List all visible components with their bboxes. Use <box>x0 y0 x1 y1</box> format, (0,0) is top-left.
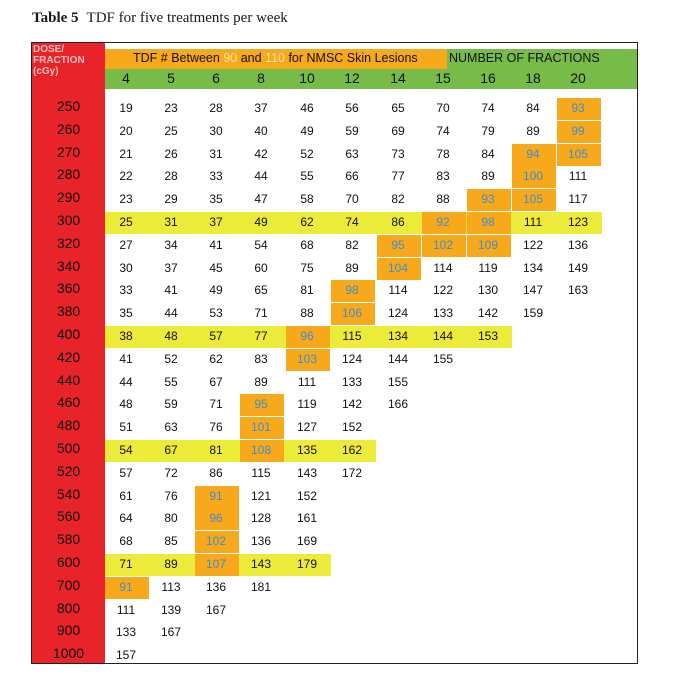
tdf-cell: 56 <box>345 101 359 115</box>
tdf-cell: 28 <box>209 101 223 115</box>
tdf-cell: 86 <box>209 465 223 480</box>
tdf-cell: 124 <box>387 306 409 321</box>
tdf-cell: 83 <box>436 169 450 184</box>
tdf-cell: 179 <box>296 557 318 571</box>
tdf-cell: 100 <box>522 169 544 184</box>
tdf-cell: 58 <box>300 192 314 207</box>
tdf-cell: 161 <box>296 511 318 526</box>
tdf-cell: 67 <box>209 374 223 389</box>
tdf-cell: 89 <box>345 260 359 275</box>
tdf-cell: 34 <box>164 237 178 252</box>
fraction-header: 5 <box>167 70 175 86</box>
tdf-cell: 115 <box>251 465 271 480</box>
tdf-cell: 79 <box>481 123 495 138</box>
tdf-cell: 37 <box>209 215 223 229</box>
fraction-header: 20 <box>570 70 586 86</box>
tdf-cell: 172 <box>341 465 363 480</box>
tdf-cell: 29 <box>164 192 178 207</box>
dose-label: 580 <box>56 531 81 548</box>
tdf-cell: 95 <box>254 397 268 412</box>
tdf-cell: 111 <box>116 602 136 617</box>
tdf-cell: 37 <box>164 260 178 275</box>
tdf-cell: 71 <box>209 397 223 412</box>
tdf-cell: 23 <box>164 101 178 115</box>
tdf-cell: 104 <box>387 260 409 275</box>
tdf-cell: 147 <box>522 283 544 298</box>
tdf-cell: 96 <box>209 511 223 526</box>
title-high-value: 110 <box>265 51 285 65</box>
tdf-cell: 111 <box>297 374 317 389</box>
tdf-cell: 54 <box>254 237 268 252</box>
tdf-cell: 41 <box>119 351 133 366</box>
dose-label: 250 <box>56 98 81 114</box>
tdf-cell: 37 <box>254 101 268 115</box>
tdf-cell: 84 <box>526 101 540 115</box>
dose-label: 420 <box>56 348 81 365</box>
tdf-cell: 143 <box>250 557 272 571</box>
tdf-cell: 94 <box>526 146 540 161</box>
tdf-cell: 68 <box>119 534 133 549</box>
tdf-cell: 122 <box>432 283 454 298</box>
tdf-cell: 136 <box>250 534 272 549</box>
tdf-cell: 38 <box>119 329 133 343</box>
title-and: and <box>237 51 266 65</box>
tdf-cell: 63 <box>164 420 178 435</box>
tdf-cell: 96 <box>300 329 314 343</box>
tdf-cell: 89 <box>481 169 495 184</box>
fraction-header: 12 <box>344 70 360 86</box>
tdf-cell: 128 <box>250 511 272 526</box>
tdf-cell: 73 <box>391 146 405 161</box>
title-prefix: TDF # Between <box>133 51 224 65</box>
tdf-cell: 44 <box>254 169 268 184</box>
tdf-cell: 52 <box>300 146 314 161</box>
title-suffix: for NMSC Skin Lesions <box>284 51 418 65</box>
tdf-cell: 22 <box>119 169 133 184</box>
tdf-cell: 41 <box>209 237 223 252</box>
dose-header-line-1: DOSE/ <box>33 44 65 55</box>
tdf-cell: 67 <box>164 443 178 457</box>
tdf-cell: 114 <box>433 260 453 275</box>
tdf-cell: 72 <box>164 465 178 480</box>
caption-label: Table 5 <box>32 10 79 26</box>
dose-label: 480 <box>56 417 81 434</box>
tdf-cell: 77 <box>254 329 268 343</box>
tdf-cell: 47 <box>254 192 268 207</box>
tdf-cell: 80 <box>164 511 178 526</box>
tdf-cell: 59 <box>345 123 359 138</box>
tdf-range-title <box>133 51 418 65</box>
tdf-cell: 89 <box>526 123 540 138</box>
tdf-cell: 31 <box>164 215 178 229</box>
tdf-cell: 101 <box>250 420 272 435</box>
tdf-cell: 109 <box>477 237 499 252</box>
tdf-cell: 139 <box>160 602 182 617</box>
dose-label: 560 <box>56 508 81 525</box>
tdf-cell: 127 <box>296 420 318 435</box>
tdf-cell: 78 <box>436 146 450 161</box>
tdf-cell: 26 <box>164 146 178 161</box>
dose-label: 800 <box>56 599 81 616</box>
dose-label: 400 <box>56 326 81 342</box>
tdf-cell: 48 <box>164 329 178 343</box>
dose-label: 500 <box>56 440 81 456</box>
tdf-cell: 115 <box>342 329 362 343</box>
tdf-cell: 122 <box>522 237 544 252</box>
tdf-cell: 65 <box>391 101 405 115</box>
tdf-cell: 155 <box>432 351 454 366</box>
tdf-cell: 117 <box>568 192 588 207</box>
tdf-cell: 167 <box>205 602 227 617</box>
tdf-cell: 55 <box>300 169 314 184</box>
tdf-cell: 74 <box>436 123 450 138</box>
tdf-cell: 86 <box>391 215 405 229</box>
tdf-cell: 25 <box>119 215 133 229</box>
tdf-cell: 74 <box>345 215 359 229</box>
tdf-cell: 157 <box>115 648 137 663</box>
fraction-header: 16 <box>480 70 496 86</box>
tdf-cell: 63 <box>345 146 359 161</box>
tdf-cell: 82 <box>391 192 405 207</box>
tdf-cell: 134 <box>387 329 409 343</box>
tdf-cell: 31 <box>209 146 223 161</box>
tdf-cell: 91 <box>119 579 133 594</box>
dose-label: 700 <box>56 576 81 593</box>
tdf-cell: 48 <box>119 397 133 412</box>
dose-header <box>33 44 105 77</box>
tdf-cell: 163 <box>567 283 589 298</box>
tdf-cell: 89 <box>254 374 268 389</box>
tdf-cell: 27 <box>119 237 133 252</box>
tdf-cell: 54 <box>119 443 133 457</box>
tdf-cell: 76 <box>164 488 178 503</box>
dose-label: 270 <box>56 143 81 160</box>
tdf-cell: 46 <box>300 101 314 115</box>
tdf-cell: 23 <box>119 192 133 207</box>
tdf-cell: 102 <box>432 237 454 252</box>
tdf-cell: 149 <box>567 260 589 275</box>
tdf-cell: 66 <box>345 169 359 184</box>
dose-header-line-2: FRACTION <box>33 55 85 66</box>
tdf-cell: 93 <box>481 192 495 207</box>
dose-label: 520 <box>56 462 81 479</box>
tdf-cell: 76 <box>209 420 223 435</box>
tdf-cell: 49 <box>209 283 223 298</box>
dose-header-line-3: (cGy) <box>33 66 59 77</box>
tdf-cell: 81 <box>209 443 223 457</box>
dose-label: 540 <box>56 485 81 502</box>
dose-label: 260 <box>56 120 81 137</box>
tdf-cell: 135 <box>296 443 318 457</box>
tdf-cell: 74 <box>481 101 495 115</box>
tdf-cell: 169 <box>296 534 318 549</box>
dose-label: 280 <box>56 166 81 183</box>
tdf-cell: 33 <box>209 169 223 184</box>
tdf-cell: 88 <box>436 192 450 207</box>
dose-label: 290 <box>56 189 81 206</box>
caption-text: TDF for five treatments per week <box>86 10 288 26</box>
tdf-cell: 105 <box>522 192 544 207</box>
tdf-cell: 142 <box>477 306 499 321</box>
tdf-cell: 108 <box>250 443 272 457</box>
dose-label: 600 <box>56 554 81 570</box>
tdf-cell: 84 <box>481 146 495 161</box>
tdf-cell: 25 <box>164 123 178 138</box>
dose-label: 320 <box>56 234 81 251</box>
tdf-cell: 103 <box>296 351 318 366</box>
tdf-cell: 62 <box>209 351 223 366</box>
tdf-cell: 95 <box>391 237 405 252</box>
tdf-cell: 28 <box>164 169 178 184</box>
fraction-header: 14 <box>390 70 406 86</box>
tdf-cell: 68 <box>300 237 314 252</box>
tdf-cell: 91 <box>209 488 223 503</box>
tdf-cell: 62 <box>300 215 314 229</box>
tdf-cell: 133 <box>115 625 137 640</box>
tdf-cell: 55 <box>164 374 178 389</box>
tdf-cell: 133 <box>341 374 363 389</box>
tdf-cell: 119 <box>297 397 317 412</box>
tdf-cell: 181 <box>250 579 272 594</box>
tdf-cell: 59 <box>164 397 178 412</box>
tdf-cell: 144 <box>432 329 454 343</box>
fraction-header: 8 <box>257 70 265 86</box>
tdf-cell: 83 <box>254 351 268 366</box>
tdf-cell: 121 <box>250 488 272 503</box>
tdf-cell: 133 <box>432 306 454 321</box>
tdf-cell: 111 <box>523 215 543 229</box>
tdf-cell: 69 <box>391 123 405 138</box>
tdf-cell: 136 <box>205 579 227 594</box>
tdf-cell: 40 <box>254 123 268 138</box>
tdf-cell: 166 <box>387 397 409 412</box>
fractions-title: NUMBER OF FRACTIONS <box>449 51 600 65</box>
tdf-cell: 98 <box>481 215 495 229</box>
tdf-cell: 70 <box>436 101 450 115</box>
tdf-cell: 99 <box>571 123 585 138</box>
tdf-cell: 42 <box>254 146 268 161</box>
tdf-cell: 51 <box>119 420 133 435</box>
tdf-cell: 89 <box>164 557 178 571</box>
tdf-cell: 49 <box>254 215 268 229</box>
tdf-cell: 113 <box>161 579 181 594</box>
tdf-cell: 124 <box>341 351 363 366</box>
tdf-cell: 130 <box>477 283 499 298</box>
tdf-cell: 93 <box>571 101 585 115</box>
tdf-cell: 19 <box>119 101 133 115</box>
tdf-cell: 119 <box>478 260 498 275</box>
table-caption <box>32 10 288 27</box>
tdf-cell: 71 <box>254 306 268 321</box>
tdf-cell: 123 <box>567 215 589 229</box>
tdf-cell: 20 <box>119 123 133 138</box>
tdf-cell: 65 <box>254 283 268 298</box>
tdf-cell: 153 <box>477 329 499 343</box>
fraction-header: 4 <box>122 70 130 86</box>
tdf-cell: 45 <box>209 260 223 275</box>
tdf-cell: 105 <box>567 146 589 161</box>
tdf-cell: 61 <box>119 488 133 503</box>
tdf-cell: 85 <box>164 534 178 549</box>
tdf-cell: 30 <box>209 123 223 138</box>
tdf-cell: 162 <box>341 443 363 457</box>
tdf-cell: 167 <box>160 625 182 640</box>
tdf-cell: 60 <box>254 260 268 275</box>
tdf-cell: 98 <box>345 283 359 298</box>
tdf-cell: 49 <box>300 123 314 138</box>
fraction-header: 18 <box>525 70 541 86</box>
tdf-cell: 70 <box>345 192 359 207</box>
dose-label: 380 <box>56 303 81 320</box>
dose-label: 300 <box>56 212 81 228</box>
tdf-cell: 81 <box>300 283 314 298</box>
tdf-cell: 44 <box>119 374 133 389</box>
dose-label: 1000 <box>52 645 85 662</box>
tdf-cell: 143 <box>296 465 318 480</box>
tdf-cell: 134 <box>522 260 544 275</box>
tdf-cell: 107 <box>205 557 227 571</box>
tdf-cell: 144 <box>387 351 409 366</box>
tdf-cell: 152 <box>341 420 363 435</box>
tdf-cell: 75 <box>300 260 314 275</box>
tdf-cell: 155 <box>387 374 409 389</box>
tdf-cell: 71 <box>119 557 133 571</box>
fraction-header: 6 <box>212 70 220 86</box>
dose-label: 900 <box>56 622 81 639</box>
dose-label: 460 <box>56 394 81 411</box>
title-low-value: 90 <box>223 51 238 65</box>
tdf-cell: 159 <box>522 306 544 321</box>
tdf-table <box>31 42 638 664</box>
fraction-header: 15 <box>435 70 451 86</box>
tdf-cell: 77 <box>391 169 405 184</box>
tdf-cell: 102 <box>205 534 227 549</box>
tdf-cell: 114 <box>388 283 408 298</box>
tdf-cell: 106 <box>341 306 363 321</box>
tdf-cell: 111 <box>568 169 588 184</box>
tdf-cell: 21 <box>119 146 133 161</box>
tdf-cell: 64 <box>119 511 133 526</box>
tdf-cell: 30 <box>119 260 133 275</box>
tdf-cell: 82 <box>345 237 359 252</box>
dose-label: 440 <box>56 371 81 388</box>
tdf-cell: 92 <box>436 215 450 229</box>
dose-label: 340 <box>56 257 81 274</box>
tdf-cell: 35 <box>209 192 223 207</box>
tdf-cell: 33 <box>119 283 133 298</box>
fraction-header: 10 <box>299 70 315 86</box>
tdf-cell: 152 <box>296 488 318 503</box>
tdf-cell: 57 <box>209 329 223 343</box>
tdf-cell: 41 <box>164 283 178 298</box>
tdf-cell: 57 <box>119 465 133 480</box>
tdf-cell: 35 <box>119 306 133 321</box>
tdf-cell: 44 <box>164 306 178 321</box>
tdf-cell: 88 <box>300 306 314 321</box>
tdf-cell: 142 <box>341 397 363 412</box>
dose-label: 360 <box>56 280 81 297</box>
tdf-cell: 52 <box>164 351 178 366</box>
tdf-cell: 53 <box>209 306 223 321</box>
tdf-cell: 136 <box>567 237 589 252</box>
